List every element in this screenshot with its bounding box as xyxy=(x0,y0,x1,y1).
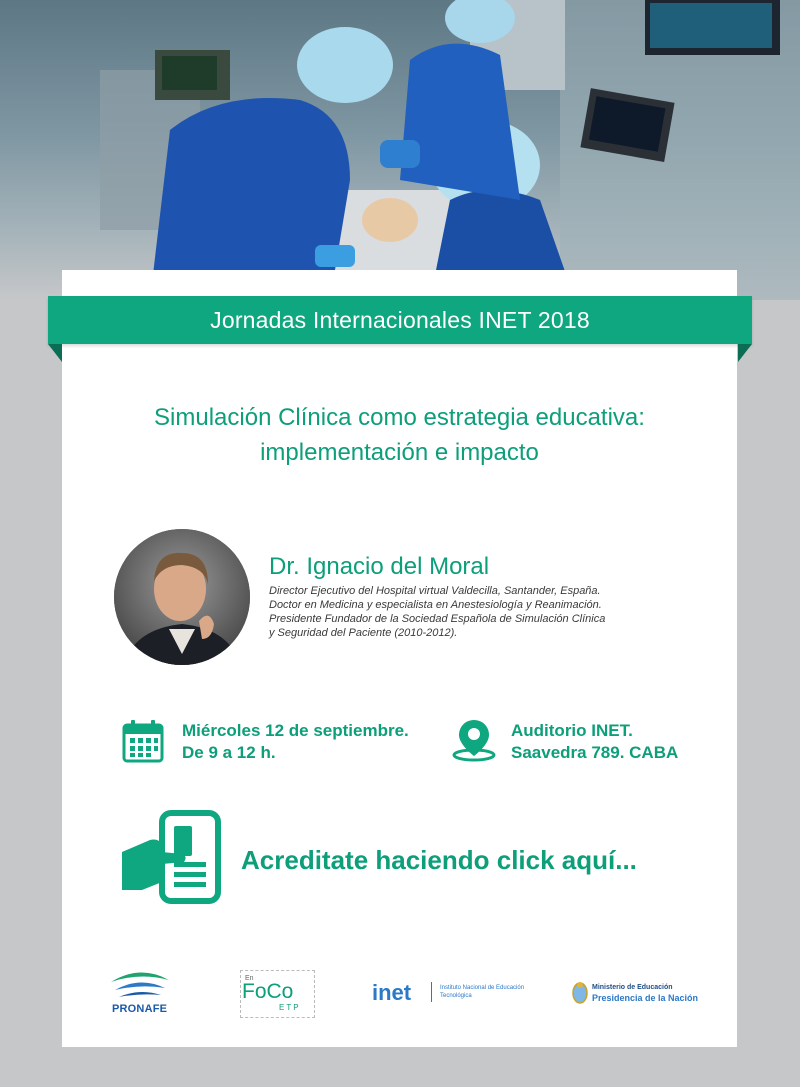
venue-name: Auditorio INET. xyxy=(511,721,633,740)
ribbon-fold-right xyxy=(738,344,752,362)
ribbon-fold-left xyxy=(48,344,62,362)
presidencia-label: Presidencia de la Nación xyxy=(592,993,699,1003)
schedule-date: Miércoles 12 de septiembre. xyxy=(182,721,409,740)
hero-photo xyxy=(0,0,800,300)
schedule-text xyxy=(182,720,409,764)
speaker-name: Dr. Ignacio del Moral xyxy=(269,553,490,580)
event-title: Jornadas Internacionales INET 2018 xyxy=(210,306,590,333)
accreditation-card-icon[interactable] xyxy=(122,810,222,910)
speaker-bio xyxy=(269,584,699,640)
accreditation-link[interactable]: Acreditate haciendo click aquí... xyxy=(241,845,637,875)
pronafe-logo xyxy=(109,966,171,1007)
inet-divider xyxy=(431,982,432,1002)
inet-label: inet xyxy=(372,980,412,1005)
speaker-bio-line: Doctor en Medicina y especialista en Anestesiología y Reanimación. xyxy=(269,599,602,611)
ministerio-label: Ministerio de Educación xyxy=(592,984,673,991)
enfoco-small-label: En xyxy=(245,975,254,982)
venue-address: Saavedra 789. CABA xyxy=(511,743,679,762)
talk-title xyxy=(62,400,737,470)
venue-text xyxy=(511,720,678,764)
schedule-time: De 9 a 12 h. xyxy=(182,743,276,762)
simulation-scene-illustration xyxy=(0,0,800,300)
enfoco-label: FoCo xyxy=(242,980,294,1003)
argentina-seal-icon xyxy=(572,980,588,1009)
speaker-avatar xyxy=(114,529,250,665)
speaker-portrait-illustration xyxy=(114,529,250,665)
talk-title-line1: Simulación Clínica como estrategia educativa: xyxy=(154,404,645,431)
speaker-bio-line: Presidente Fundador de la Sociedad Española de Simulación Clínica xyxy=(269,613,606,625)
pronafe-label: PRONAFE xyxy=(112,1003,168,1015)
inet-sub-label: Instituto Nacional de Educación Tecnológica xyxy=(440,985,525,999)
location-pin-icon xyxy=(451,718,497,767)
speaker-bio-line: y Seguridad del Paciente (2010-2012). xyxy=(269,627,458,639)
talk-title-line2: implementación e impacto xyxy=(260,439,539,466)
event-ribbon xyxy=(48,296,752,366)
calendar-icon xyxy=(122,719,164,768)
enfoco-etp-label: ETP xyxy=(279,1003,301,1012)
event-ribbon-band xyxy=(48,296,752,344)
speaker-bio-line: Director Ejecutivo del Hospital virtual Valdecilla, Santander, España. xyxy=(269,585,601,597)
